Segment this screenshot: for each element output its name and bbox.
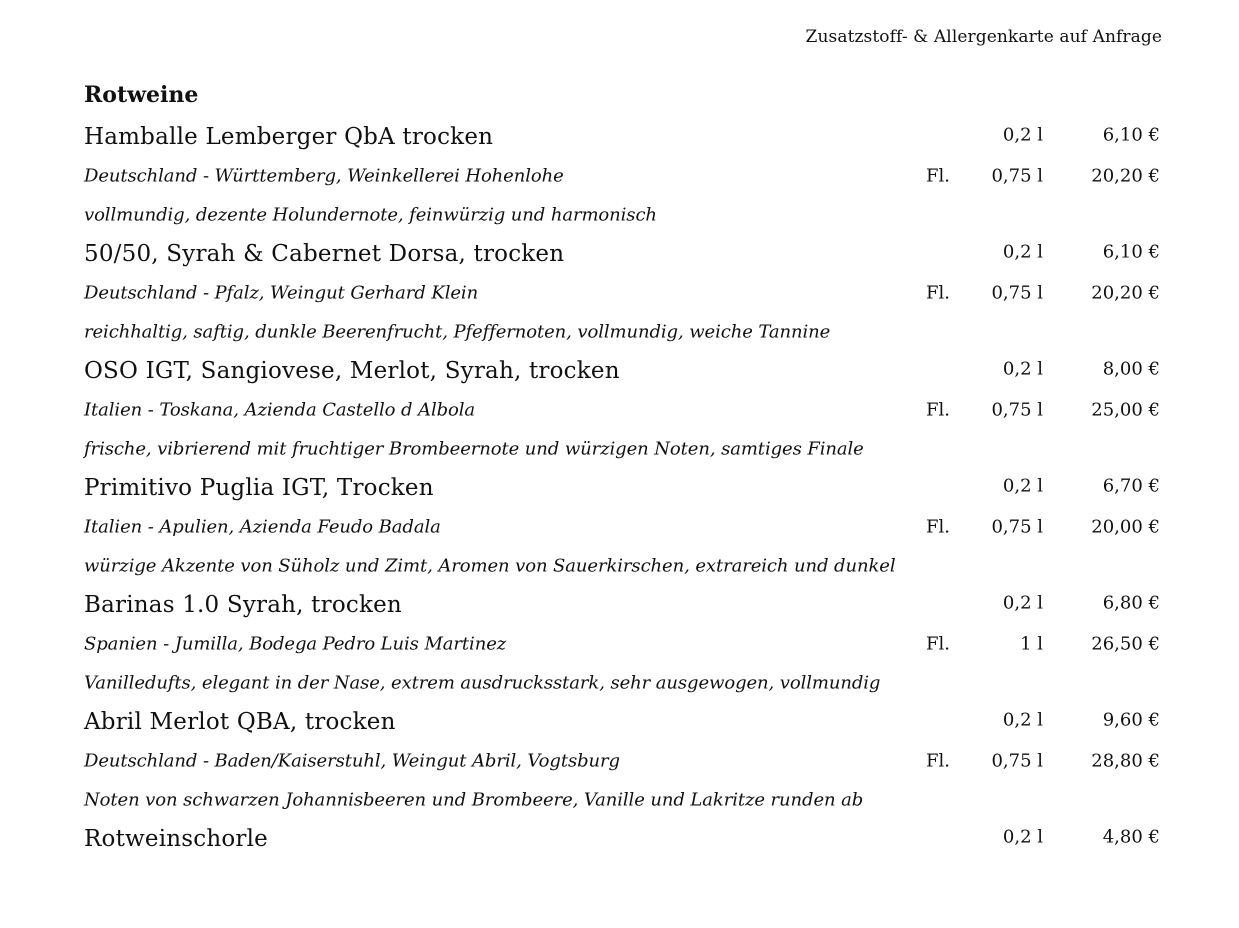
glass-price: 6,80 € <box>1102 592 1160 614</box>
glass-price: 9,60 € <box>1102 709 1160 731</box>
wine-origin: Italien - Apulien, Azienda Feudo Badala <box>84 516 441 537</box>
wine-description: reichhaltig, saftig, dunkle Beerenfrucht, Pfeffernoten, vollmundig, weiche Tannine <box>84 321 831 342</box>
wine-name-row <box>0 351 1239 390</box>
bottle-price: 25,00 € <box>1091 399 1160 420</box>
bottle-volume: 0,75 l <box>991 282 1043 303</box>
wine-origin-row <box>0 624 1239 663</box>
wine-origin: Spanien - Jumilla, Bodega Pedro Luis Martinez <box>84 633 507 654</box>
bottle-unit: Fl. <box>926 165 950 186</box>
wine-description: frische, vibrierend mit fruchtiger Brombeernote und würzigen Noten, samtiges Finale <box>84 438 864 459</box>
bottle-price: 20,20 € <box>1091 282 1160 303</box>
glass-volume: 0,2 l <box>1002 826 1043 848</box>
wine-description-row <box>0 546 1239 585</box>
bottle-unit: Fl. <box>926 516 950 537</box>
wine-description: würzige Akzente von Süholz und Zimt, Aromen von Sauerkirschen, extrareich und dunkel <box>84 555 896 576</box>
bottle-price: 26,50 € <box>1091 633 1160 654</box>
bottle-volume: 0,75 l <box>991 750 1043 771</box>
glass-price: 6,70 € <box>1102 475 1160 497</box>
wine-description-row <box>0 429 1239 468</box>
wine-origin-row <box>0 156 1239 195</box>
bottle-price: 28,80 € <box>1091 750 1160 771</box>
wine-list <box>0 117 1239 858</box>
wine-origin: Deutschland - Württemberg, Weinkellerei Hohenlohe <box>84 165 564 186</box>
wine-origin: Italien - Toskana, Azienda Castello d Albola <box>84 399 476 420</box>
wine-description-row <box>0 312 1239 351</box>
glass-price: 8,00 € <box>1102 358 1160 380</box>
bottle-volume: 1 l <box>1020 633 1043 654</box>
bottle-volume: 0,75 l <box>991 399 1043 420</box>
wine-name: Barinas 1.0 Syrah, trocken <box>84 591 402 618</box>
wine-name-row <box>0 117 1239 156</box>
wine-name-row <box>0 234 1239 273</box>
wine-name-row <box>0 702 1239 741</box>
wine-description-row <box>0 195 1239 234</box>
bottle-unit: Fl. <box>926 750 950 771</box>
allergen-notice: Zusatzstoff- & Allergenkarte auf Anfrage <box>805 27 1162 47</box>
wine-name-row <box>0 468 1239 507</box>
bottle-price: 20,00 € <box>1091 516 1160 537</box>
wine-origin-row <box>0 507 1239 546</box>
wine-origin-row <box>0 273 1239 312</box>
glass-volume: 0,2 l <box>1002 358 1043 380</box>
wine-name-row <box>0 819 1239 858</box>
wine-name: OSO IGT, Sangiovese, Merlot, Syrah, trocken <box>84 357 620 384</box>
bottle-unit: Fl. <box>926 282 950 303</box>
glass-price: 6,10 € <box>1102 241 1160 263</box>
bottle-unit: Fl. <box>926 633 950 654</box>
wine-name-row <box>0 585 1239 624</box>
glass-volume: 0,2 l <box>1002 592 1043 614</box>
bottle-price: 20,20 € <box>1091 165 1160 186</box>
bottle-volume: 0,75 l <box>991 165 1043 186</box>
bottle-volume: 0,75 l <box>991 516 1043 537</box>
wine-name: 50/50, Syrah & Cabernet Dorsa, trocken <box>84 240 565 267</box>
glass-price: 6,10 € <box>1102 124 1160 146</box>
wine-name: Primitivo Puglia IGT, Trocken <box>84 474 434 501</box>
wine-description-row <box>0 663 1239 702</box>
wine-name: Abril Merlot QBA, trocken <box>84 708 396 735</box>
wine-description: Noten von schwarzen Johannisbeeren und Brombeere, Vanille und Lakritze runden ab <box>84 789 864 810</box>
glass-volume: 0,2 l <box>1002 241 1043 263</box>
section-title: Rotweine <box>84 82 199 108</box>
wine-origin: Deutschland - Baden/Kaiserstuhl, Weingut Abril, Vogtsburg <box>84 750 620 771</box>
wine-description-row <box>0 780 1239 819</box>
wine-description: Vanilledufts, elegant in der Nase, extrem ausdrucksstark, sehr ausgewogen, vollmundig <box>84 672 881 693</box>
glass-volume: 0,2 l <box>1002 475 1043 497</box>
wine-origin: Deutschland - Pfalz, Weingut Gerhard Klein <box>84 282 479 303</box>
wine-name: Hamballe Lemberger QbA trocken <box>84 123 494 150</box>
wine-origin-row <box>0 741 1239 780</box>
wine-name: Rotweinschorle <box>84 825 268 852</box>
glass-volume: 0,2 l <box>1002 709 1043 731</box>
bottle-unit: Fl. <box>926 399 950 420</box>
glass-volume: 0,2 l <box>1002 124 1043 146</box>
glass-price: 4,80 € <box>1102 826 1160 848</box>
wine-description: vollmundig, dezente Holundernote, feinwürzig und harmonisch <box>84 204 657 225</box>
wine-origin-row <box>0 390 1239 429</box>
